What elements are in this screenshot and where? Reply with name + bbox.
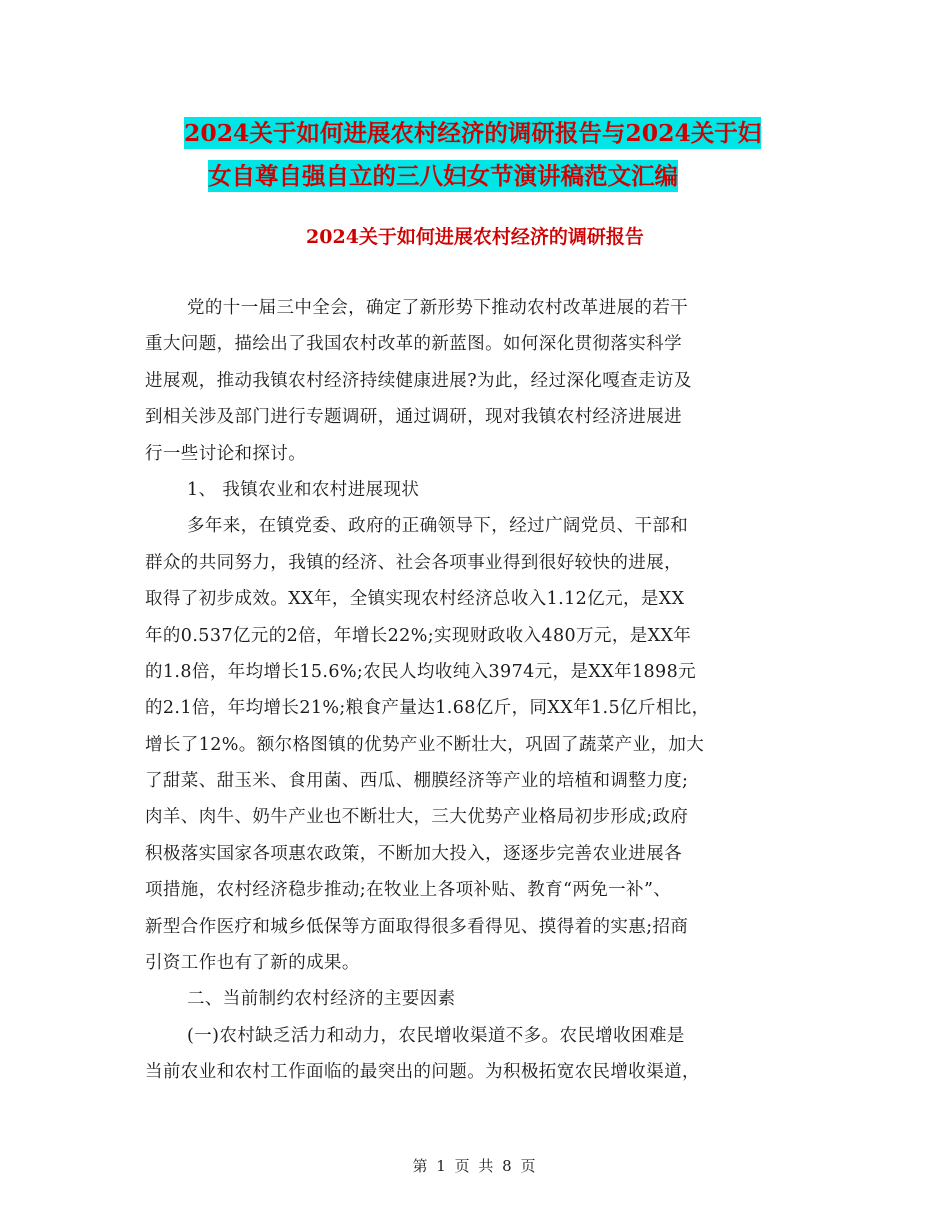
paragraph-line: 项措施，农村经济稳步推动;在牧业上各项补贴、教育“两免一补”、 [145,880,672,901]
paragraph-line: 新型合作医疗和城乡低保等方面取得很多看得见、摸得着的实惠;招商 [145,916,689,937]
paragraph-line: 的2.1倍，年均增长21%;粮食产量达1.68亿斤，同XX年1.5亿斤相比， [145,698,710,719]
document-title [150,112,850,198]
paragraph-line: 当前农业和农村工作面临的最突出的问题。为积极拓宽农民增收渠道， [145,1062,700,1083]
section-heading: 1、 我镇农业和农村进展现状 [187,479,420,500]
section-title: 2024关于如何进展农村经济的调研报告 [306,226,644,248]
document-body [145,290,835,1091]
paragraph-line: 进展观，推动我镇农村经济持续健康进展?为此，经过深化嘎查走访及 [145,370,692,391]
paragraph-line: 年的0.537亿元的2倍，年增长22%;实现财政收入480万元，是XX年 [145,625,692,646]
paragraph-line: 增长了12%。额尔格图镇的优势产业不断壮大，巩固了蔬菜产业，加大 [145,734,705,755]
paragraph-line: 引资工作也有了新的成果。 [145,953,360,974]
paragraph-line: 取得了初步成效。XX年，全镇实现农村经济总收入1.12亿元，是XX [145,589,685,610]
paragraph-line: 党的十一届三中全会，确定了新形势下推动农村改革进展的若干 [187,298,689,318]
paragraph-line: 积极落实国家各项惠农政策，不断加大投入，逐逐步完善农业进展各 [145,843,682,864]
title-highlight-1: 2024关于如何进展农村经济的调研报告与2024关于妇 [184,119,762,147]
paragraph-line: 重大问题，描绘出了我国农村改革的新蓝图。如何深化贯彻落实科学 [145,334,682,355]
paragraph-line: 肉羊、肉牛、奶牛产业也不断壮大，三大优势产业格局初步形成;政府 [145,807,689,828]
paragraph-line: 到相关涉及部门进行专题调研，通过调研，现对我镇农村经济进展进 [145,407,682,428]
paragraph-line: 群众的共同努力，我镇的经济、社会各项事业得到很好较快的进展， [145,552,682,573]
paragraph-line: 多年来，在镇党委、政府的正确领导下，经过广阔党员、干部和 [187,516,689,537]
document-title-line-2 [150,155,850,198]
paragraph-line: 的1.8倍，年均增长15.6%;农民人均收纯入3974元，是XX年1898元 [145,661,697,682]
paragraph-line: 行一些讨论和探讨。 [145,443,307,464]
paragraph-line: 了甜菜、甜玉米、食用菌、西瓜、棚膜经济等产业的培植和调整力度; [145,771,689,792]
section-heading: 二、当前制约农村经济的主要因素 [187,989,456,1010]
title-highlight-2: 女自尊自强自立的三八妇女节演讲稿范文汇编 [208,162,678,190]
document-title-line-1 [150,112,850,155]
page-footer: 第 1 页 共 8 页 [412,1157,538,1175]
paragraph-line: (一)农村缺乏活力和动力，农民增收渠道不多。农民增收困难是 [187,1025,685,1046]
